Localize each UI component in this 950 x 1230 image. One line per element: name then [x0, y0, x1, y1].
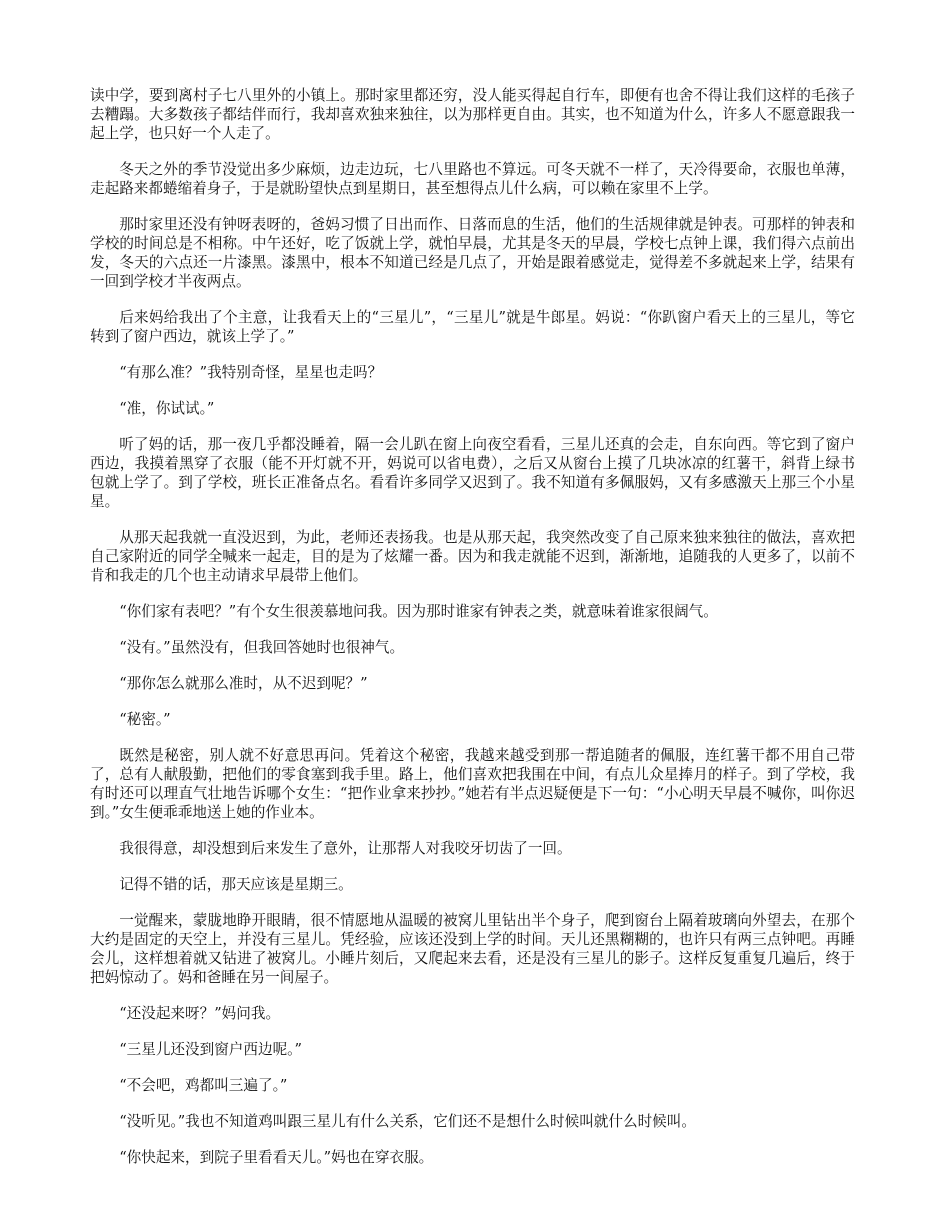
paragraph: “你快起来，到院子里看看天儿。”妈也在穿衣服。	[119, 1149, 434, 1166]
article-body	[90, 86, 855, 1184]
paragraph: “三星儿还没到窗户西边呢。”	[119, 1041, 302, 1058]
paragraph: 我很得意，却没想到后来发生了意外，让那帮人对我咬牙切齿了一回。	[119, 840, 572, 857]
paragraph: 从那天起我就一直没迟到，为此，老师还表扬我。也是从那天起，我突然改变了自己原来独来独往的做法，喜欢把自己家附近的同学全喊来一起走，目的是为了炫耀一番。因为和我走就能不迟到，渐渐地，追随我的人更多了，以前不肯和我走的几个也主动请求早晨带上他们。	[90, 529, 855, 584]
paragraph: “没有。”虽然没有，但我回答她时也很神气。	[119, 639, 405, 656]
paragraph: “不会吧，鸡都叫三遍了。”	[119, 1077, 288, 1094]
paragraph: “你们家有表吧？”有个女生很羡慕地问我。因为那时谁家有钟表之类，就意味着谁家很阔气。	[119, 603, 718, 620]
paragraph: 后来妈给我出了个主意，让我看天上的“三星儿”，“三星儿”就是牛郎星。妈说：“你趴窗户看天上的三星儿，等它转到了窗户西边，就该上学了。”	[90, 309, 855, 345]
paragraph: “还没起来呀？”妈问我。	[119, 1005, 281, 1022]
paragraph: 记得不错的话，那天应该是星期三。	[119, 876, 353, 893]
paragraph: 冬天之外的季节没觉出多少麻烦，边走边玩，七八里路也不算远。可冬天就不一样了，天冷得要命，衣服也单薄，走起路来都蜷缩着身子，于是就盼望快点到星期日，甚至想得点儿什么病，可以赖在家里不上学。	[90, 161, 855, 197]
paragraph: 读中学，要到离村子七八里外的小镇上。那时家里都还穷，没人能买得起自行车，即便有也舍不得让我们这样的毛孩子去糟蹋。大多数孩子都结伴而行，我却喜欢独来独往，以为那样更自由。其实，也不知道为什么，许多人不愿意跟我一起上学，也只好一个人走了。	[90, 87, 855, 142]
paragraph: “有那么准？”我特别奇怪，星星也走吗？	[119, 364, 383, 381]
paragraph: “准，你试试。”	[119, 400, 215, 417]
paragraph: 听了妈的话，那一夜几乎都没睡着，隔一会儿趴在窗上向夜空看看，三星儿还真的会走，自东向西。等它到了窗户西边，我摸着黑穿了衣服（能不开灯就不开，妈说可以省电费），之后又从窗台上摸了几块冰凉的红薯干，斜背上绿书包就上学了。到了学校，班长正准备点名。看看许多同学又迟到了。我不知道有多佩服妈，又有多感激天上那三个小星星。	[90, 436, 855, 510]
paragraph: 一觉醒来，蒙胧地睁开眼睛，很不情愿地从温暖的被窝儿里钻出半个身子，爬到窗台上隔着玻璃向外望去，在那个大约是固定的天空上，并没有三星儿。凭经验，应该还没到上学的时间。天儿还黑糊糊的，也许只有两三点钟吧。再睡会儿，这样想着就又钻进了被窝儿。小睡片刻后，又爬起来去看，还是没有三星儿的影子。这样反复重复几遍后，终于把妈惊动了。妈和爸睡在另一间屋子。	[90, 912, 855, 986]
paragraph: 既然是秘密，别人就不好意思再问。凭着这个秘密，我越来越受到那一帮追随者的佩服，连红薯干都不用自己带了，总有人献殷勤，把他们的零食塞到我手里。路上，他们喜欢把我围在中间，有点儿众星捧月的样子。到了学校，我有时还可以理直气壮地告诉哪个女生：“把作业拿来抄抄。”她若有半点迟疑便是下一句：“小心明天早晨不喊你，叫你迟到。”女生便乖乖地送上她的作业本。	[90, 747, 855, 821]
paragraph: 那时家里还没有钟呀表呀的，爸妈习惯了日出而作、日落而息的生活，他们的生活规律就是钟表。可那样的钟表和学校的时间总是不相称。中午还好，吃了饭就上学，就怕早晨，尤其是冬天的早晨，学校七点钟上课，我们得六点前出发，冬天的六点还一片漆黑。漆黑中，根本不知道已经是几点了，开始是跟着感觉走，觉得差不多就起来上学，结果有一回到学校才半夜两点。	[90, 216, 855, 290]
paragraph: “没听见。”我也不知道鸡叫跟三星儿有什么关系，它们还不是想什么时候叫就什么时候叫。	[119, 1113, 696, 1130]
paragraph: “那你怎么就那么准时，从不迟到呢？”	[119, 675, 368, 692]
paragraph: “秘密。”	[119, 711, 171, 728]
